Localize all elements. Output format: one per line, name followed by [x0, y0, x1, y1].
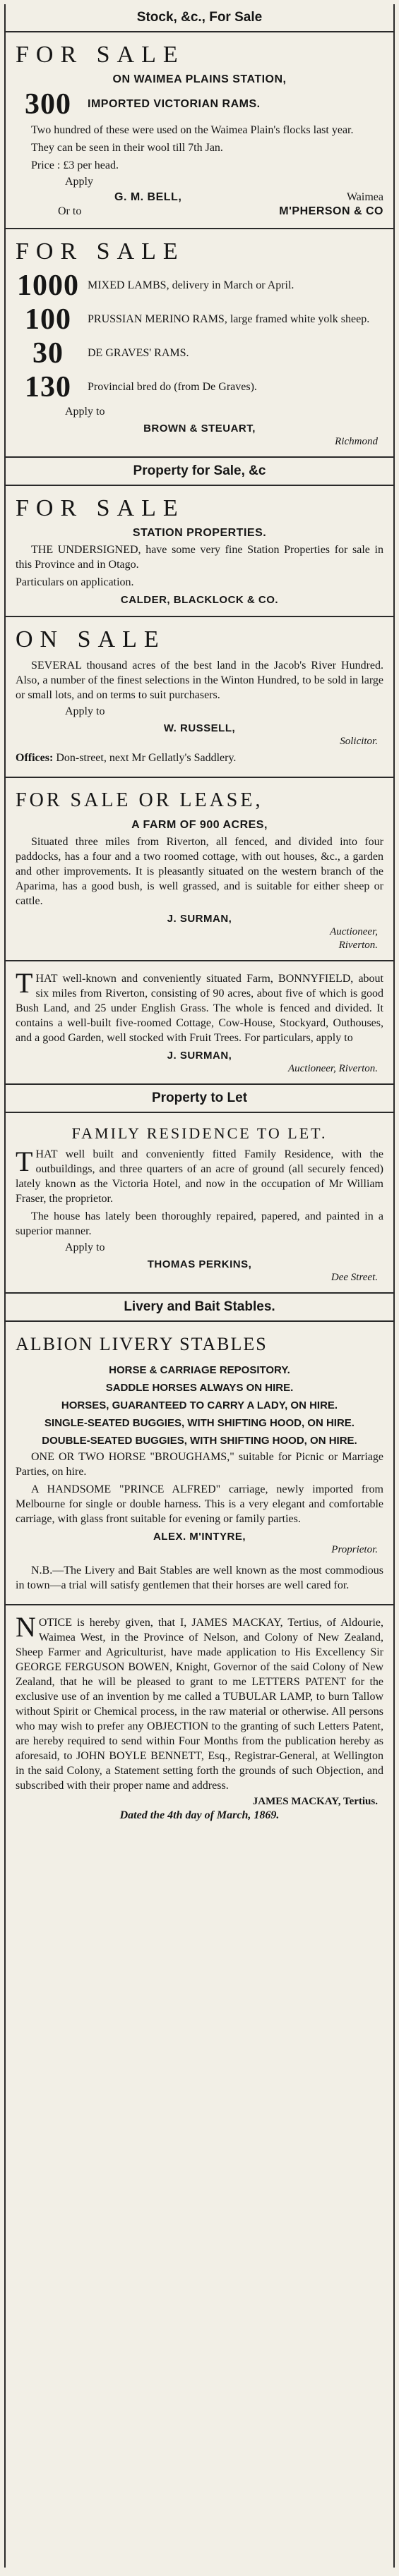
section-header-property-let: Property to Let — [6, 1085, 393, 1113]
service-line: DOUBLE-SEATED BUGGIES, WITH SHIFTING HOOD, ON HIRE. — [42, 1435, 357, 1447]
contact-title: Auctioneer, — [330, 926, 378, 937]
stock-line — [16, 304, 383, 335]
service-line: SADDLE HORSES ALWAYS ON HIRE. — [105, 1382, 294, 1394]
stock-quantity: 100 — [25, 303, 71, 336]
stock-line — [16, 372, 383, 403]
stock-description: MIXED LAMBS, delivery in March or April. — [88, 279, 294, 291]
contact-name: THOMAS PERKINS, — [147, 1258, 252, 1270]
stock-quantity: 1000 — [17, 269, 79, 302]
contact-name: M'PHERSON & CO — [279, 205, 383, 217]
ad-station-properties — [6, 486, 393, 617]
ad-price: Price : £3 per head. — [31, 159, 119, 171]
ad-body: Particulars on application. — [16, 576, 134, 588]
ad-contact-line — [16, 191, 383, 204]
stock-line — [16, 338, 383, 369]
ad-subheading: ON WAIMEA PLAINS STATION, — [112, 73, 287, 85]
stock-quantity: 130 — [25, 371, 71, 403]
ad-title: STATION PROPERTIES. — [132, 527, 267, 539]
apply-label: Apply to — [65, 705, 105, 717]
newspaper-column — [4, 4, 395, 2568]
ad-offices — [16, 751, 383, 765]
drop-cap: T — [16, 967, 33, 999]
contact-name: ALEX. M'INTYRE, — [153, 1531, 246, 1543]
apply-label: Apply to — [65, 1241, 105, 1253]
contact-name: CALDER, BLACKLOCK & CO. — [120, 594, 279, 606]
ad-patent-notice — [6, 1605, 393, 1832]
stock-line — [16, 270, 383, 301]
ad-albion-livery — [6, 1322, 393, 1605]
contact-name: J. SURMAN, — [167, 1050, 232, 1062]
ad-body: HAT well built and conveniently fitted Family Residence, with the outbuildings, and three quarters of an acre of ground (all securely fenced) lately known as the Victoria Hotel, and now in the occupation of Mr William Fraser, the proprietor. — [16, 1148, 383, 1205]
service-line: HORSES, GUARANTEED TO CARRY A LADY, ON HIRE. — [61, 1399, 338, 1411]
contact-place: Waimea — [346, 191, 383, 203]
drop-cap: T — [16, 1146, 33, 1177]
ad-heading: FOR SALE — [16, 238, 185, 265]
ad-body: OTICE is hereby given, that I, JAMES MACKAY, Tertius, of Aldourie, Waimea West, in the Province of Nelson, and Colony of New Zealand, Sheep Farmer and Agriculturist, have made application to His Excellency Sir GEORGE FERGUSON BOWEN, Knight, Governor of the said Colony of New Zealand, that he will be pleased to grant to me LETTERS PATENT for the exclusive use of an invention by me called a TUBULAR LAMP, to burn Tallow without Spirit or Chemical process, in the raw material or otherwise. All persons who may wish to prefer any OBJECTION to the granting of such Letters Patent, are hereby required to send within Four Months from the publication hereby as aforesaid, to JOHN BOYLE BENNETT, Esq., Registrar-General, at Wellington in the said Colony, a Statement setting forth the grounds of such Objection, and subscribed with their proper name and address. — [16, 1617, 383, 1792]
contact-name: J. SURMAN, — [167, 913, 232, 925]
ad-title: A FARM OF 900 ACRES, — [131, 819, 268, 831]
contact-name: W. RUSSELL, — [163, 722, 236, 734]
service-line: A HANDSOME "PRINCE ALFRED" carriage, newly imported from Melbourne for single or double harness. This is a very elegant and comfortable carriage, with glass front suitable for evening or family parties. — [16, 1483, 383, 1525]
ad-contact-line — [16, 205, 383, 218]
contact-title: Proprietor. — [331, 1544, 378, 1555]
section-header-property-sale: Property for Sale, &c — [6, 458, 393, 486]
stock-description: IMPORTED VICTORIAN RAMS. — [88, 98, 261, 110]
ad-waimea-rams — [6, 32, 393, 229]
ad-bonnyfield-farm — [6, 961, 393, 1085]
contact-place: Richmond — [335, 436, 378, 447]
ad-subheading: HORSE & CARRIAGE REPOSITORY. — [109, 1364, 290, 1376]
stock-description: Provincial bred do (from De Graves). — [88, 381, 257, 393]
ad-heading: FOR SALE OR LEASE, — [16, 789, 263, 811]
contact-place: Riverton. — [338, 940, 378, 951]
stock-description: PRUSSIAN MERINO RAMS, large framed white yolk sheep. — [88, 313, 370, 325]
ad-heading: ALBION LIVERY STABLES — [16, 1334, 268, 1354]
or-to-label: Or to — [58, 205, 82, 217]
contact-name: BROWN & STEUART, — [143, 423, 256, 435]
contact-name: JAMES MACKAY, Tertius. — [252, 1796, 378, 1807]
ad-heading: FOR SALE — [16, 42, 185, 68]
apply-label: Apply — [65, 176, 93, 188]
ad-heading: FOR SALE — [16, 495, 185, 521]
ad-body: They can be seen in their wool till 7th Jan. — [31, 142, 223, 154]
ad-farm-900-acres — [6, 778, 393, 961]
service-line: ONE OR TWO HORSE "BROUGHAMS," suitable for Picnic or Marriage Parties, on hire. — [16, 1451, 383, 1478]
ad-body: SEVERAL thousand acres of the best land in the Jacob's River Hundred. Also, a number of the finest selections in the Winton Hundred, to be sold in large or small lots, and on terms to suit purchasers. — [16, 660, 383, 701]
contact-title: Solicitor. — [340, 736, 378, 747]
section-header-livery: Livery and Bait Stables. — [6, 1294, 393, 1322]
service-line: SINGLE-SEATED BUGGIES, WITH SHIFTING HOOD, ON HIRE. — [44, 1417, 355, 1429]
drop-cap: N — [16, 1611, 36, 1643]
ad-body: The house has lately been thoroughly repaired, papered, and painted in a superior manner. — [16, 1210, 383, 1237]
stock-description: DE GRAVES' RAMS. — [88, 347, 189, 359]
contact-name: G. M. BELL, — [114, 191, 182, 203]
ad-body: Two hundred of these were used on the Waimea Plain's flocks last year. — [31, 124, 354, 136]
ad-jacobs-river-land — [6, 617, 393, 778]
stock-quantity: 300 — [25, 88, 71, 121]
ad-note: N.B.—The Livery and Bait Stables are well known as the most commodious in town—a trial will satisfy gentlemen that their horses are well cared for. — [16, 1565, 383, 1591]
ad-body: HAT well-known and conveniently situated Farm, BONNYFIELD, about six miles from Riverton, consisting of 90 acres, about five of which is good Bush Land, and 25 under English Grass. The whole is fenced and divided. It contains a well-built five-roomed Cottage, Cow-House, Stockyard, Outhouses, and a good Garden, well stocked with Fruit Trees. For particulars, apply to — [16, 973, 383, 1044]
ad-body: Situated three miles from Riverton, all fenced, and divided into four paddocks, has a four and a two roomed cottage, with out houses, &c., a garden and other improvements. It is pleasantly situated on the western branch of the Aparima, has a good bush, is well grassed, and is suitable for either sheep or cattle. — [16, 836, 383, 907]
notice-date: Dated the 4th day of March, 1869. — [119, 1809, 280, 1821]
offices-label: Offices: — [16, 752, 54, 764]
ad-mixed-lambs — [6, 229, 393, 458]
apply-label: Apply to — [65, 406, 105, 418]
ad-body: THE UNDERSIGNED, have some very fine Station Properties for sale in this Province and in Otago. — [16, 544, 383, 571]
contact-place: Dee Street. — [330, 1272, 378, 1283]
section-header-stock: Stock, &c., For Sale — [6, 4, 393, 32]
stock-quantity: 30 — [32, 337, 64, 370]
stock-line — [16, 89, 383, 120]
ad-heading: ON SALE — [16, 626, 166, 652]
offices-address: Don-street, next Mr Gellatly's Saddlery. — [56, 752, 237, 764]
ad-heading: FAMILY RESIDENCE TO LET. — [71, 1124, 328, 1142]
contact-title: Auctioneer, Riverton. — [287, 1063, 378, 1074]
ad-family-residence — [6, 1113, 393, 1294]
